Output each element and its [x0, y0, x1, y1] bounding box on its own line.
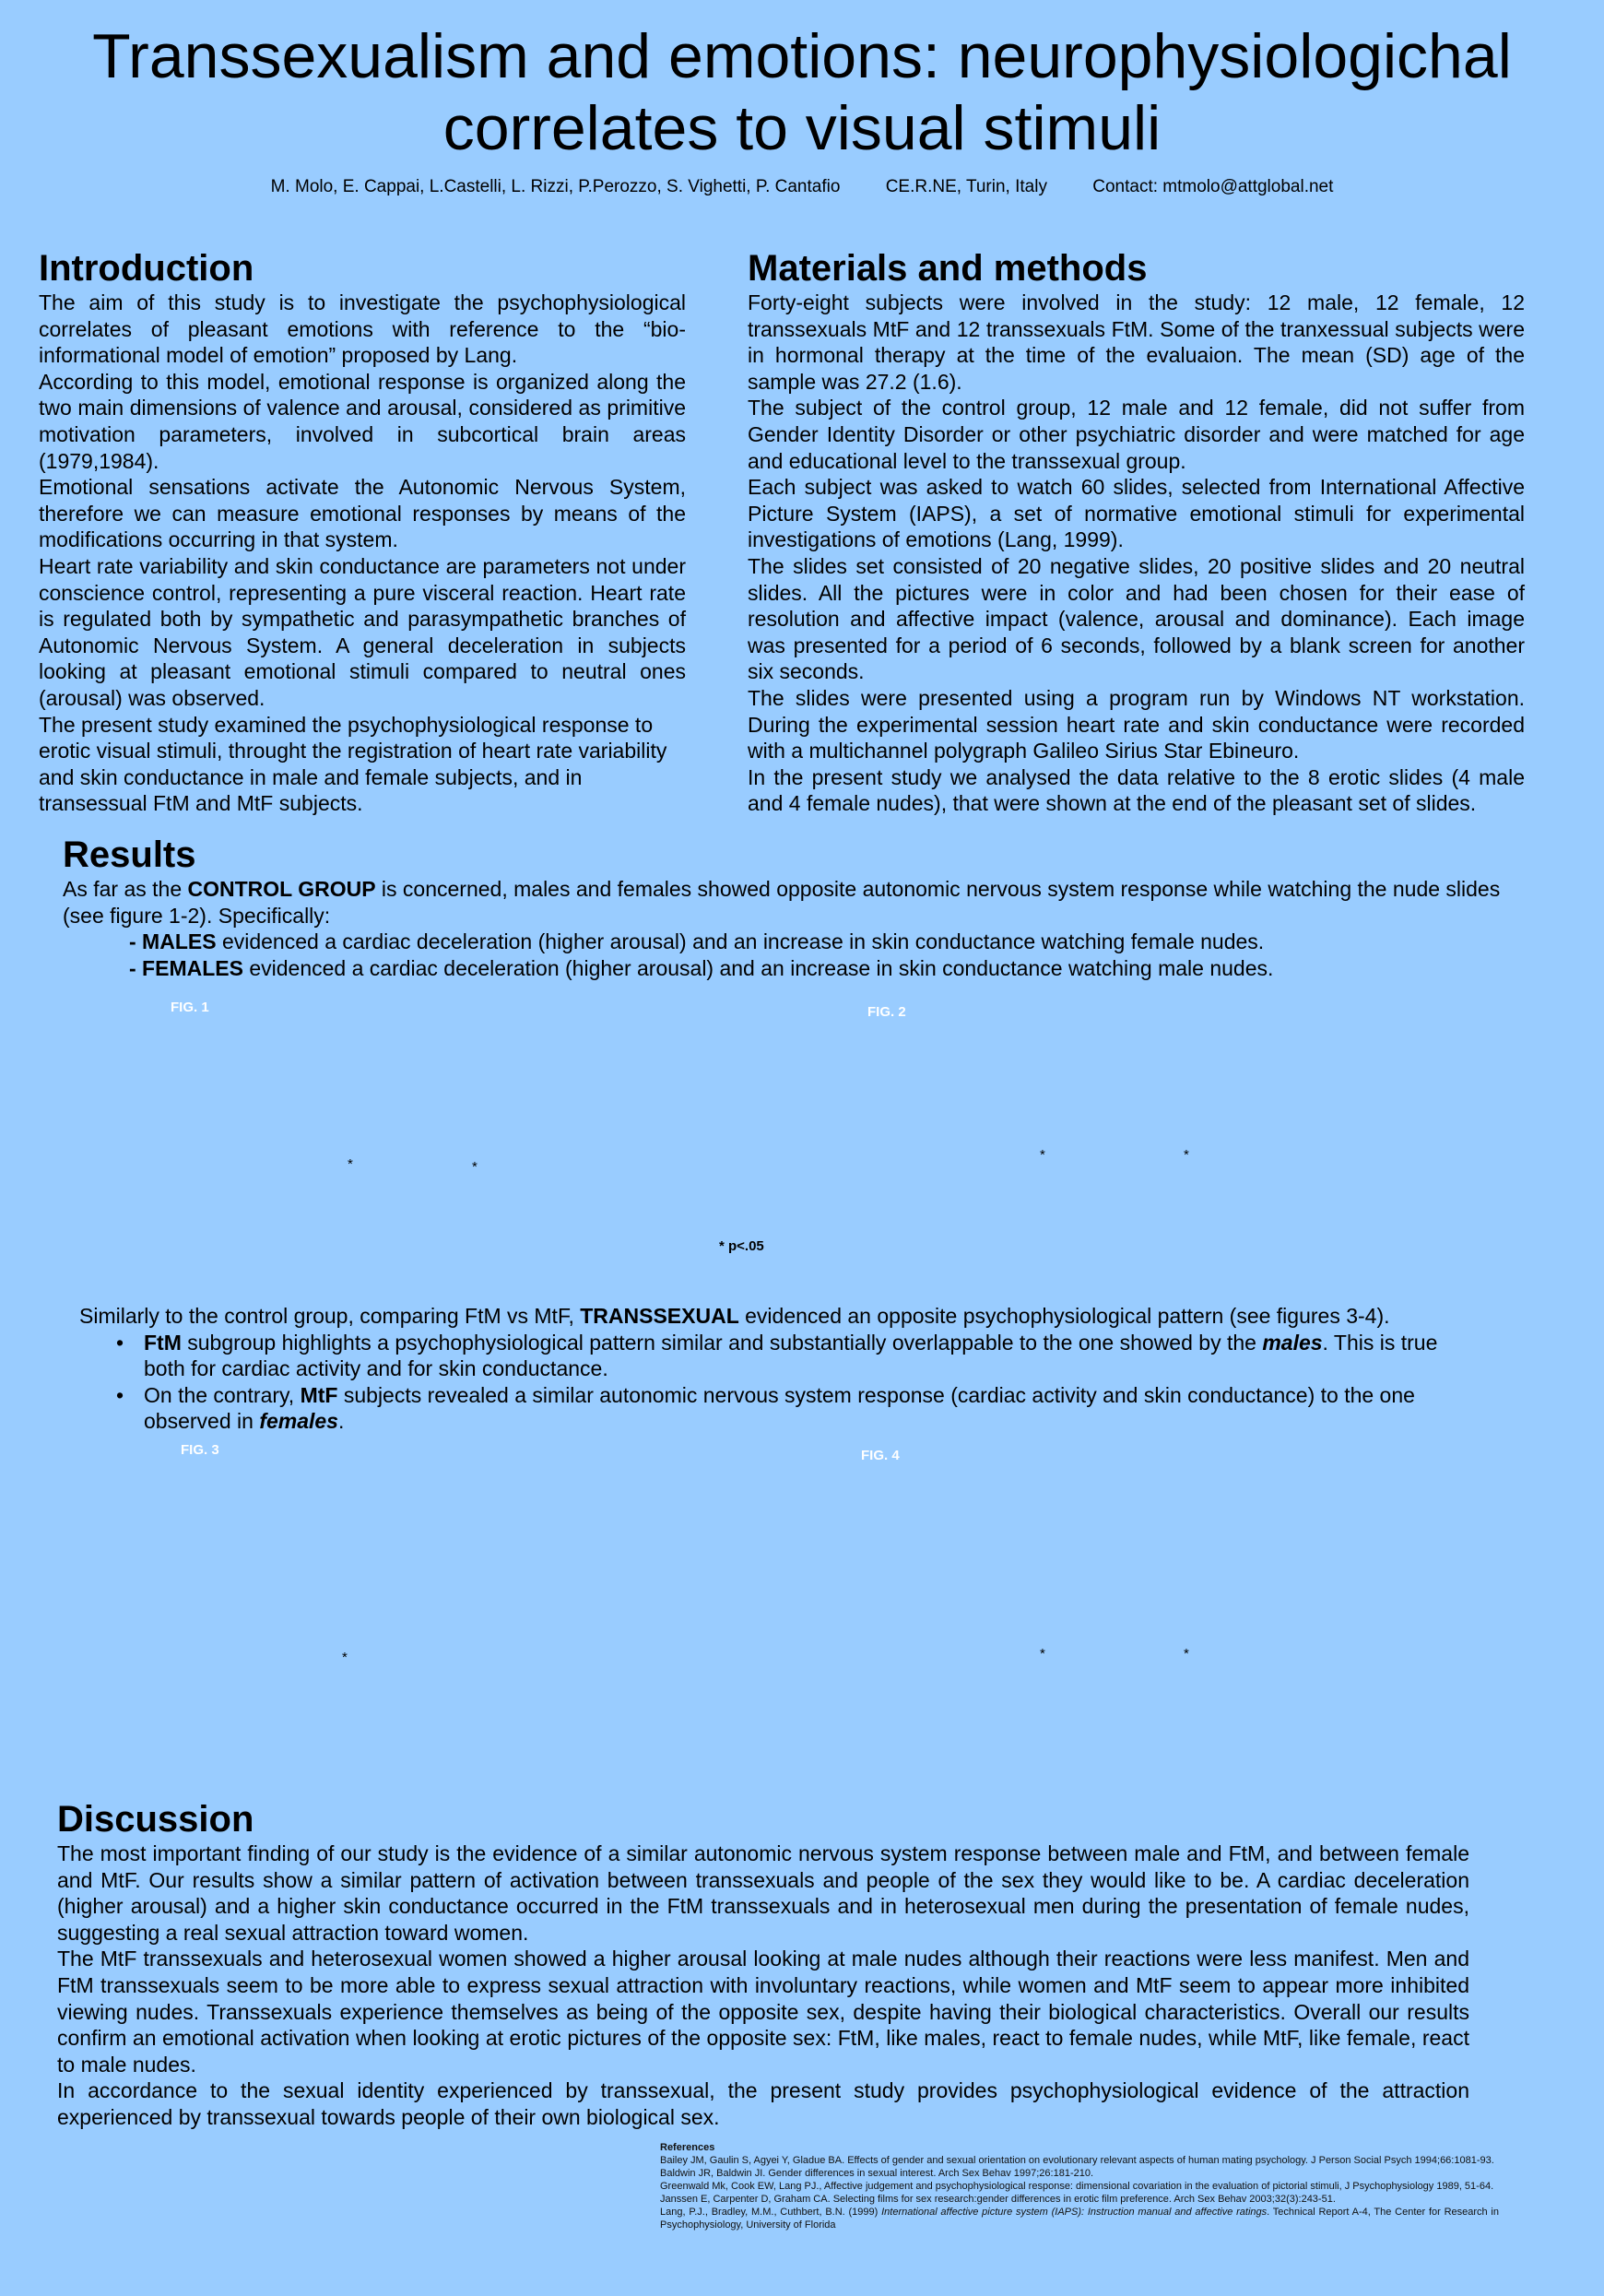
- reference-item: Greenwald Mk, Cook EW, Lang PJ., Affective judgement and psychophysiological response: dimensional covariation in the evaluation of pictorial stimuli, J Psychophysiology 1989, 51-64.: [660, 2181, 1494, 2192]
- results-intro: As far as the CONTROL GROUP is concerned, males and females showed opposite autonomic nervous system response while watching the nude slides (see figure 1-2). Specifically:: [63, 877, 1501, 928]
- trans-bullet-list: [79, 1330, 1480, 1435]
- intro-paragraph-4: Heart rate variability and skin conductance are parameters not under conscience control, representing a pure visceral reaction. Heart rate is regulated both by sympathetic and parasympathetic branches of Autonomic Nervous System. A general deceleration in subjects looking at pleasant emotional stimuli compared to neutral ones (arousal) was observed.: [39, 553, 686, 710]
- title-line-1: Transsexualism and emotions: neurophysiologichal: [92, 21, 1512, 91]
- reference-item: Janssen E, Carpenter D, Graham CA. Selecting films for sex research:gender differences in erotic film preference. Arch Sex Behav 2003;32(3):243-51.: [660, 2194, 1336, 2205]
- control-group-label: CONTROL GROUP: [187, 877, 376, 901]
- introduction-heading: Introduction: [39, 248, 254, 289]
- discussion-heading: Discussion: [57, 1799, 254, 1840]
- intro-paragraph-3: Emotional sensations activate the Autonomic Nervous System, therefore we can measure emotional responses by means of the modifications occurring in that system.: [39, 475, 686, 552]
- significance-star: *: [1040, 1147, 1045, 1163]
- author-names: M. Molo, E. Cappai, L.Castelli, L. Rizzi, P.Perozzo, S. Vighetti, P. Cantafio: [270, 177, 841, 196]
- results-section: [63, 834, 1528, 981]
- intro-paragraph-1: The aim of this study is to investigate the psychophysiological correlates of pleasant emotions with reference to the “bio-informational model of emotion” proposed by Lang.: [39, 290, 686, 368]
- reference-item: Lang, P.J., Bradley, M.M., Cuthbert, B.N. (1999) International affective picture system (IAPS): Instruction manual and affective ratings. Technical Report A-4, The Center for Research in Psychophysiology, University of Florida: [660, 2207, 1499, 2231]
- discussion-paragraph-3: In accordance to the sexual identity experienced by transsexual, the present study provides psychophysiological evidence of the attraction experienced by transsexual towards people of their own biological sex.: [57, 2078, 1469, 2129]
- results-heading: Results: [63, 834, 196, 875]
- poster-title: [0, 20, 1604, 164]
- figure-1-label: FIG. 1: [171, 1000, 209, 1015]
- significance-star: *: [1184, 1147, 1189, 1163]
- methods-paragraph-4: The slides set consisted of 20 negative slides, 20 positive slides and 20 neutral slides. All the pictures were in color and had been chosen for their ease of resolution and affective impact (valence, arousal and dominance). Each image was presented for a period of 6 seconds, followed by a blank screen for another six seconds.: [748, 553, 1525, 684]
- trans-intro: Similarly to the control group, comparing FtM vs MtF, TRANSSEXUAL evidenced an opposite psychophysiological pattern (see figures 3-4).: [79, 1304, 1390, 1328]
- contact: Contact: mtmolo@attglobal.net: [1092, 177, 1334, 196]
- list-item: • FtM subgroup highlights a psychophysiological pattern similar and substantially overlappable to the one showed by the males. This is true both for cardiac activity and for skin conductance.: [116, 1330, 1438, 1381]
- list-item: • On the contrary, MtF subjects revealed a similar autonomic nervous system response (cardiac activity and skin conductance) to the one observed in females.: [116, 1382, 1415, 1434]
- discussion-section: [57, 1798, 1469, 2131]
- methods-paragraph-3: Each subject was asked to watch 60 slides, selected from International Affective Picture System (IAPS), a set of normative emotional stimuli for experimental investigations of emotions (Lang, 1999).: [748, 475, 1525, 552]
- significance-note: * p<.05: [719, 1238, 764, 1254]
- significance-star: *: [472, 1159, 478, 1175]
- significance-star: *: [348, 1156, 353, 1172]
- results-females: - FEMALES evidenced a cardiac deceleration (higher arousal) and an increase in skin conductance watching male nudes.: [129, 955, 1274, 980]
- methods-section: [748, 247, 1525, 817]
- discussion-paragraph-2: The MtF transsexuals and heterosexual women showed a higher arousal looking at male nudes although their reactions were less manifest. Men and FtM transsexuals seem to be more able to express sexual attraction with involuntary reactions, while women and MtF seem to appear more inhibited viewing nudes. Transsexuals experience themselves as being of the opposite sex, despite having their biological characteristics. Overall our results confirm an emotional activation when looking at erotic pictures of the opposite sex: FtM, like males, react to female nudes, while MtF, like female, react to male nudes.: [57, 1947, 1469, 2077]
- references-heading: References: [660, 2142, 715, 2153]
- reference-item: Bailey JM, Gaulin S, Agyei Y, Gladue BA. Effects of gender and sexual orientation on evolutionary relevant aspects of human mating psychology. J Person Social Psych 1994;66:1081-93.: [660, 2155, 1494, 2166]
- results-males: - MALES evidenced a cardiac deceleration (higher arousal) and an increase in skin conductance watching female nudes.: [129, 929, 1265, 954]
- figure-4-label: FIG. 4: [861, 1448, 900, 1463]
- introduction-section: [39, 247, 686, 817]
- figure-3-label: FIG. 3: [181, 1442, 219, 1458]
- methods-paragraph-2: The subject of the control group, 12 male and 12 female, did not suffer from Gender Identity Disorder or other psychiatric disorder and were matched for age and educational level to the transsexual group.: [748, 396, 1525, 473]
- title-line-2: correlates to visual stimuli: [442, 93, 1162, 163]
- intro-paragraph-2: According to this model, emotional response is organized along the two main dimensions of valence and arousal, considered as primitive motivation parameters, involved in subcortical brain areas (1979,1984).: [39, 369, 686, 473]
- transsexual-results: [79, 1303, 1480, 1435]
- significance-star: *: [1184, 1646, 1189, 1662]
- reference-item: Baldwin JR, Baldwin JI. Gender differences in sexual interest. Arch Sex Behav 1997;26:181-210.: [660, 2168, 1094, 2179]
- methods-paragraph-6: In the present study we analysed the data relative to the 8 erotic slides (4 male and 4 female nudes), that were shown at the end of the pleasant set of slides.: [748, 764, 1525, 816]
- methods-paragraph-5: The slides were presented using a program run by Windows NT workstation. During the experimental session heart rate and skin conductance were recorded with a multichannel polygraph Galileo Sirius Star Ebineuro.: [748, 685, 1525, 763]
- discussion-paragraph-1: The most important finding of our study is the evidence of a similar autonomic nervous system response between male and FtM, and between female and MtF. Our results show a similar pattern of activation between transsexuals and people of the sex they would like to be. A cardiac deceleration (higher arousal) and a higher skin conductance occurred in the FtM transsexuals and in heterosexual men during the presentation of female nudes, suggesting a real sexual attraction toward women.: [57, 1841, 1469, 1945]
- significance-star: *: [1040, 1646, 1045, 1662]
- significance-star: *: [342, 1650, 348, 1665]
- author-line: [0, 177, 1604, 197]
- references: [660, 2141, 1499, 2231]
- methods-paragraph-1: Forty-eight subjects were involved in the study: 12 male, 12 female, 12 transsexuals MtF and 12 transsexuals FtM. Some of the tranxessual subjects were in hormonal therapy at the time of the evaluaion. The mean (SD) age of the sample was 27.2 (1.6).: [748, 290, 1525, 394]
- intro-paragraph-5: The present study examined the psychophysiological response to erotic visual stimuli, throught the registration of heart rate variability and skin conductance in male and female subjects, and in transessual FtM and MtF subjects.: [39, 712, 667, 816]
- affiliation: CE.R.NE, Turin, Italy: [885, 177, 1047, 196]
- methods-heading: Materials and methods: [748, 248, 1148, 289]
- figure-2-label: FIG. 2: [867, 1004, 906, 1020]
